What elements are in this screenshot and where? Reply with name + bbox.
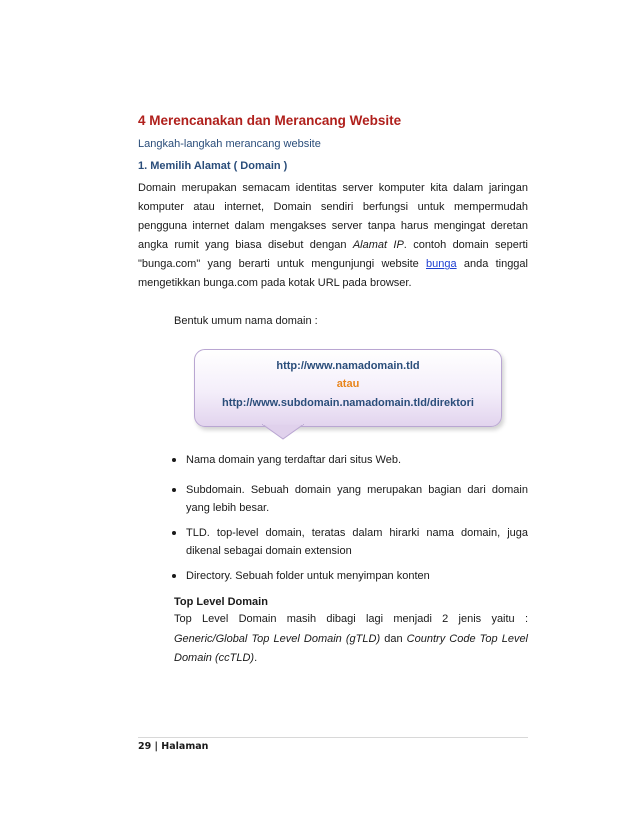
domain-parts-list (174, 451, 528, 591)
domain-format-label: Bentuk umum nama domain : (174, 315, 318, 327)
tld-heading: Top Level Domain (174, 596, 268, 608)
bullet-icon (172, 458, 176, 462)
list-item (174, 567, 528, 586)
chapter-subtitle: Langkah-langkah merancang website (138, 138, 321, 150)
bunga-link[interactable]: bunga (426, 258, 457, 271)
tld-text-2: dan (380, 632, 407, 645)
list-item-text: Subdomain. Sebuah domain yang merupakan bagian dari domain yang lebih besar. (186, 483, 528, 514)
paragraph-text-1: Domain merupakan semacam identitas server komputer kita dalam jaringan komputer atau internet, Domain sendiri berfungsi untuk mempermudah pengguna internet dalam mengakses server tanpa harus mengingat deretan angka rumit yang biasa disebut dengan (138, 182, 528, 252)
list-item-text: Directory. Sebuah folder untuk menyimpan konten (186, 569, 430, 582)
callout-pointer (262, 424, 304, 440)
domain-paragraph (138, 179, 528, 294)
callout-url-domain: http://www.namadomain.tld (276, 360, 420, 372)
list-item (174, 524, 528, 561)
gtld-term: Generic/Global Top Level Domain (gTLD) (174, 632, 381, 645)
list-item (174, 481, 528, 518)
domain-format-callout (194, 349, 502, 427)
callout-or-label: atau (336, 378, 360, 390)
bullet-icon (172, 574, 176, 578)
page-footer: 29 | Halaman (138, 741, 209, 752)
tld-text-1: Top Level Domain masih dibagi lagi menjadi 2 jenis yaitu : (174, 613, 528, 625)
bullet-icon (172, 488, 176, 492)
chapter-title: 4 Merencanakan dan Merancang Website (138, 113, 402, 128)
list-item (174, 451, 528, 470)
section-heading: 1. Memilih Alamat ( Domain ) (138, 160, 288, 172)
cctld-term: Country Code Top Level Domain (ccTLD) (174, 632, 529, 664)
list-item-text: Nama domain yang terdaftar dari situs Web. (186, 454, 402, 466)
tld-paragraph (174, 610, 528, 669)
paragraph-text-2: . contoh domain seperti "bunga.com" yang berarti untuk mengunjungi website (138, 239, 529, 271)
paragraph-text-3: anda tinggal mengetikkan bunga.com pada kotak URL pada browser. (138, 258, 528, 290)
list-item-text: TLD. top-level domain, teratas dalam hirarki nama domain, juga dikenal sebagai domain extension (186, 526, 528, 557)
bullet-icon (172, 531, 176, 535)
footer-divider (138, 737, 528, 738)
callout-url-subdomain: http://www.subdomain.namadomain.tld/direktori (222, 397, 474, 409)
tld-text-3: . (254, 652, 258, 664)
alamat-ip-term: Alamat IP (352, 239, 404, 252)
